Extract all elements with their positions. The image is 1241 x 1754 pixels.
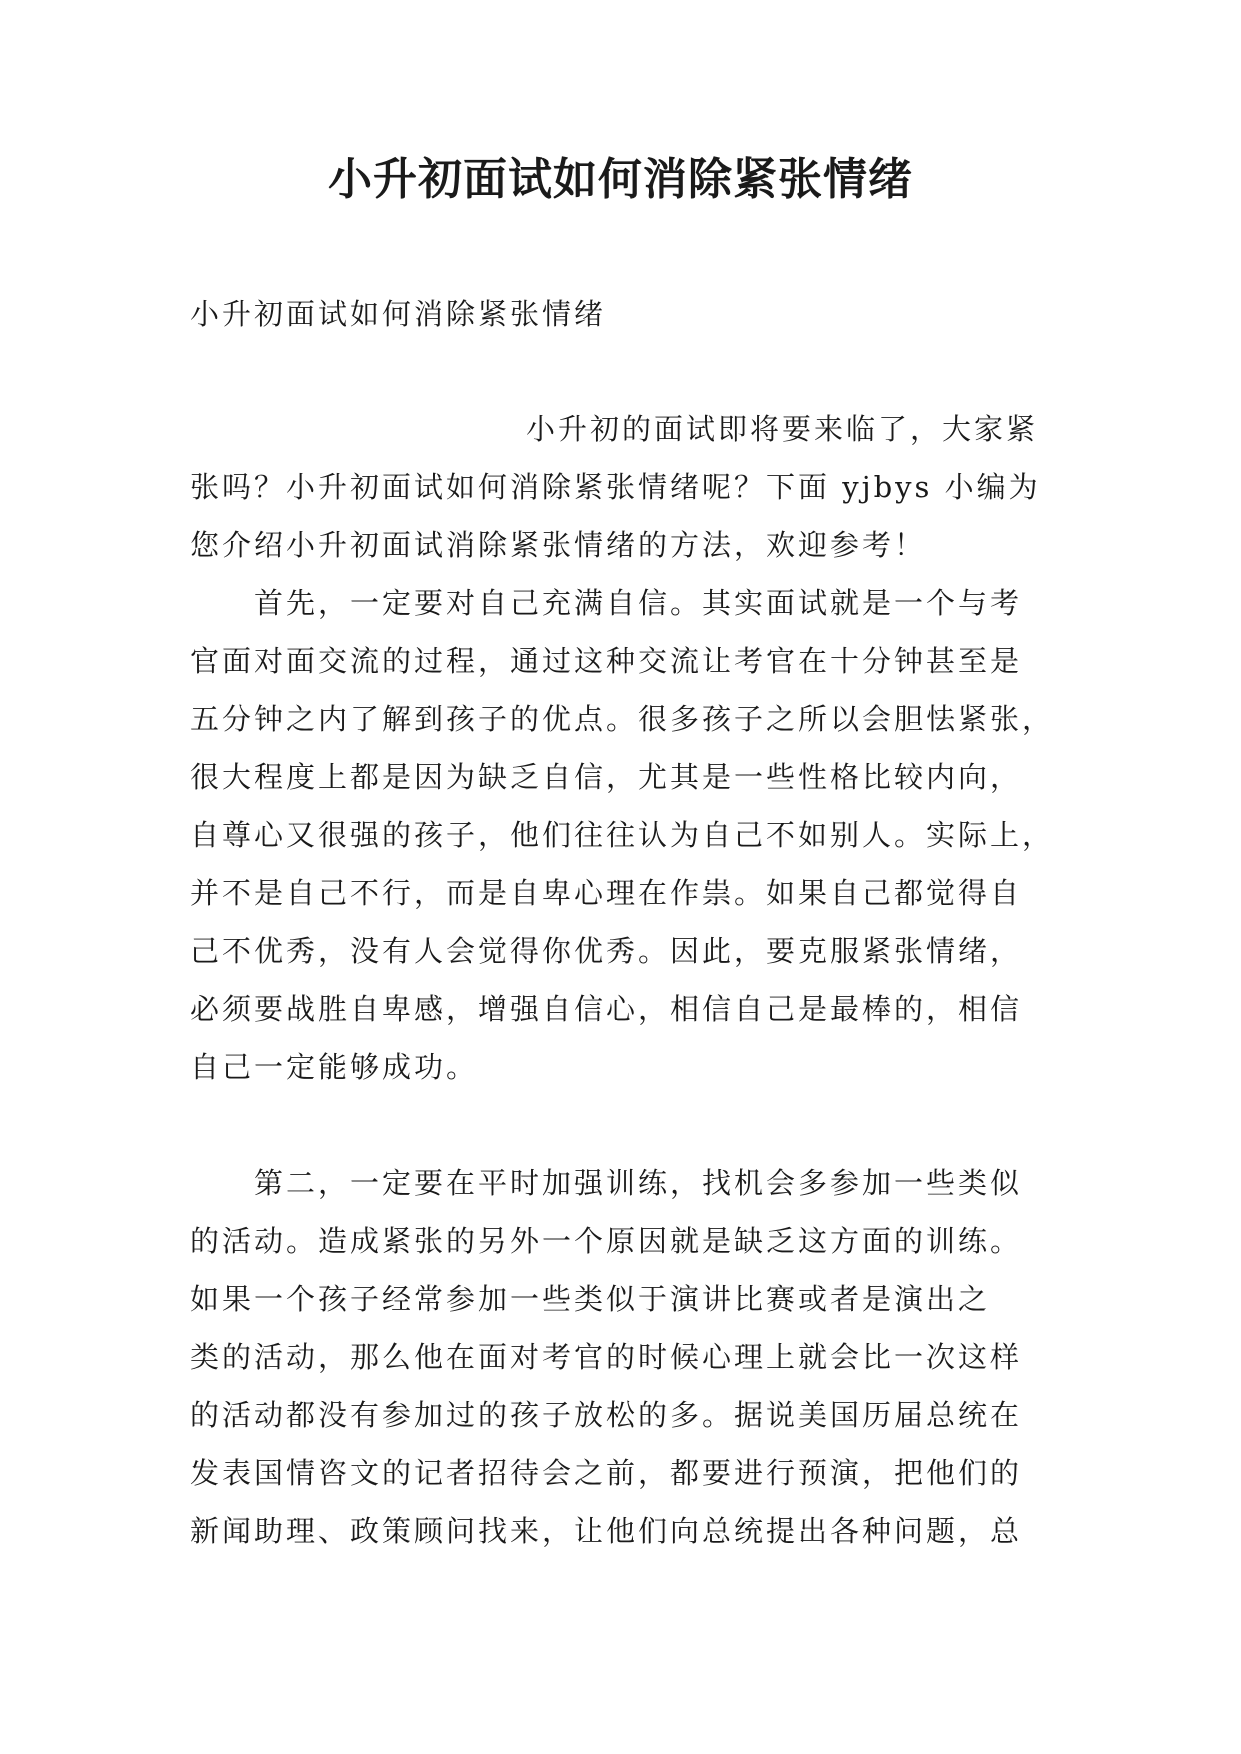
paragraph-line: 己不优秀，没有人会觉得你优秀。因此，要克服紧张情绪， [190,934,1023,968]
paragraph-line: 发表国情咨文的记者招待会之前，都要进行预演，把他们的 [190,1456,1023,1490]
document-subtitle: 小升初面试如何消除紧张情绪 [190,297,607,331]
paragraph-line: 五分钟之内了解到孩子的优点。很多孩子之所以会胆怯紧张， [190,702,1055,736]
paragraph-line: 类的活动，那么他在面对考官的时候心理上就会比一次这样 [190,1340,1023,1374]
page-title: 小升初面试如何消除紧张情绪 [328,154,913,205]
paragraph-line: 的活动。造成紧张的另外一个原因就是缺乏这方面的训练。 [190,1224,1023,1258]
paragraph-line: 并不是自己不行，而是自卑心理在作祟。如果自己都觉得自 [190,876,1023,910]
paragraph-line: 您介绍小升初面试消除紧张情绪的方法，欢迎参考！ [190,528,927,562]
paragraph-line: 自尊心又很强的孩子，他们往往认为自己不如别人。实际上， [190,818,1055,852]
paragraph-line: 很大程度上都是因为缺乏自信，尤其是一些性格比较内向， [190,760,1023,794]
paragraph-first [190,574,1055,1096]
paragraph-line: 张吗？小升初面试如何消除紧张情绪呢？下面 yjbys 小编为 [190,470,1041,504]
paragraph-line: 新闻助理、政策顾问找来，让他们向总统提出各种问题，总 [190,1514,1023,1548]
paragraph-line: 首先，一定要对自己充满自信。其实面试就是一个与考 [254,586,1023,620]
paragraph-line: 第二，一定要在平时加强训练，找机会多参加一些类似 [254,1166,1023,1200]
paragraph-line: 必须要战胜自卑感，增强自信心，相信自己是最棒的，相信 [190,992,1023,1026]
paragraph-second [190,1154,1050,1560]
paragraph-line: 自己一定能够成功。 [190,1050,479,1084]
paragraph-line: 的活动都没有参加过的孩子放松的多。据说美国历届总统在 [190,1398,1023,1432]
paragraph-line: 小升初的面试即将要来临了，大家紧 [526,412,1039,446]
paragraph-line: 如果一个孩子经常参加一些类似于演讲比赛或者是演出之 [190,1282,991,1316]
paragraph-line: 官面对面交流的过程，通过这种交流让考官在十分钟甚至是 [190,644,1023,678]
paragraph-intro [190,400,1050,574]
